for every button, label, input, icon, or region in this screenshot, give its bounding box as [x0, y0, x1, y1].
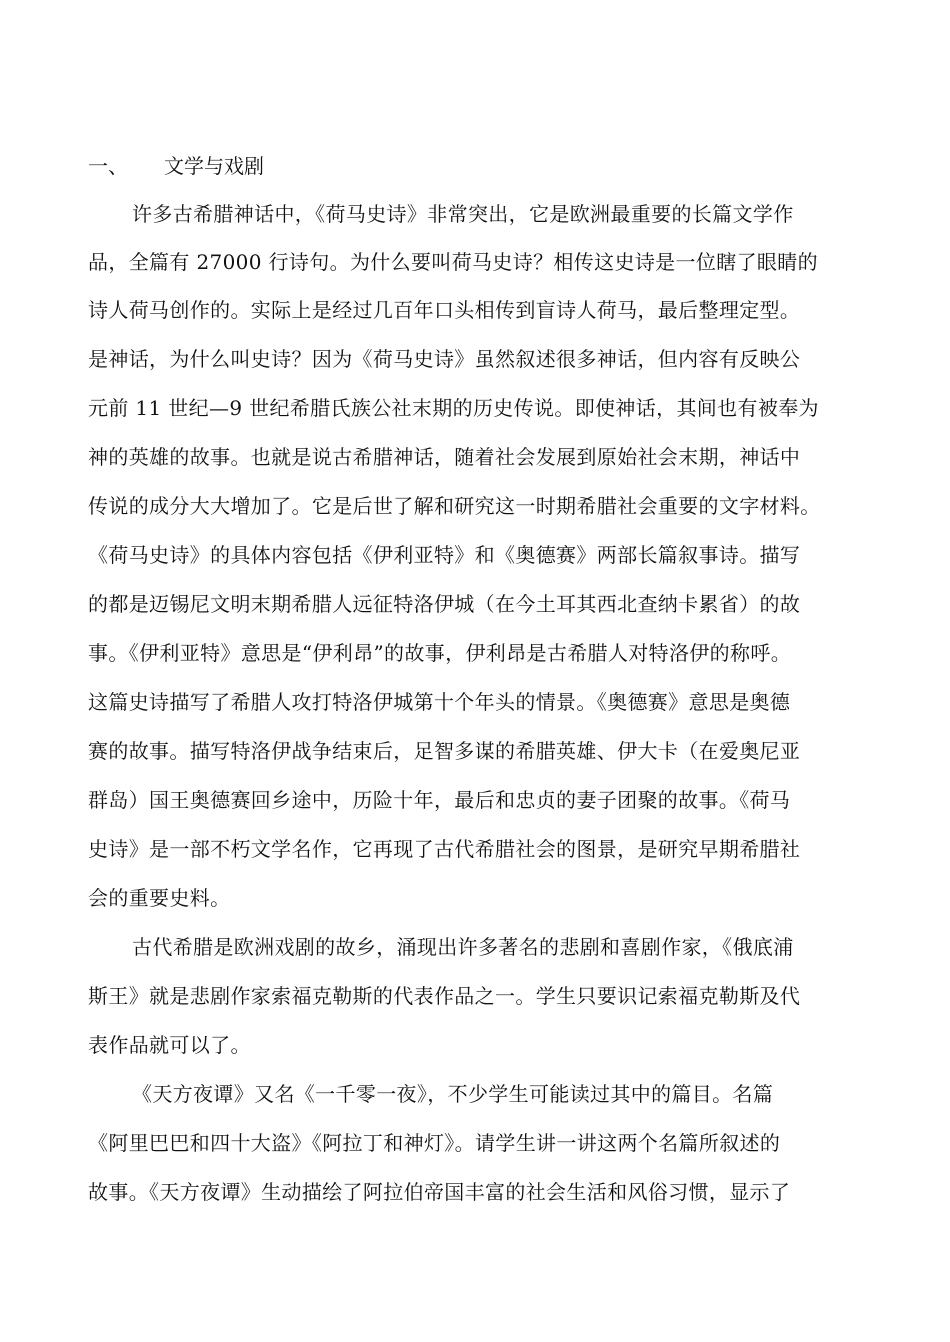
- text-line: 品，全篇有 27000 行诗句。为什么要叫荷马史诗？相传这史诗是一位瞎了眼睛的: [88, 250, 818, 274]
- text-line: 这篇史诗描写了希腊人攻打特洛伊城第十个年头的情景。《奥德赛》意思是奥德: [88, 690, 791, 714]
- text-line: 的都是迈锡尼文明末期希腊人远征特洛伊城（在今土耳其西北查纳卡累省）的故: [88, 592, 801, 616]
- text-line: 诗人荷马创作的。实际上是经过几百年口头相传到盲诗人荷马，最后整理定型。: [88, 298, 801, 322]
- text-line: 赛的故事。描写特洛伊战争结束后，足智多谋的希腊英雄、伊大卡（在爱奥尼亚: [88, 739, 801, 763]
- text-line: 许多古希腊神话中，《荷马史诗》非常突出，它是欧洲最重要的长篇文学作: [132, 202, 794, 226]
- text-line: 《天方夜谭》又名《一千零一夜》，不少学生可能读过其中的篇目。名篇: [132, 1082, 774, 1106]
- text-line: 故事。《天方夜谭》生动描绘了阿拉伯帝国丰富的社会生活和风俗习惯，显示了: [88, 1180, 791, 1204]
- text-line: 神的英雄的故事。也就是说古希腊神话，随着社会发展到原始社会末期，神话中: [88, 445, 801, 469]
- text-line: 《阿里巴巴和四十大盗》《阿拉丁和神灯》。请学生讲一讲这两个名篇所叙述的: [88, 1131, 781, 1155]
- text-line: 会的重要史料。: [88, 886, 231, 910]
- text-line: 古代希腊是欧洲戏剧的故乡，涌现出许多著名的悲剧和喜剧作家，《俄底浦: [132, 935, 794, 959]
- section-title: 文学与戏剧: [164, 154, 264, 178]
- text-line: 传说的成分大大增加了。它是后世了解和研究这一时期希腊社会重要的文字材料。: [88, 494, 821, 518]
- text-line: 元前 11 世纪—9 世纪希腊氏族公社末期的历史传说。即使神话，其间也有被奉为: [88, 396, 819, 420]
- text-line: 是神话，为什么叫史诗？因为《荷马史诗》虽然叙述很多神话，但内容有反映公: [88, 347, 801, 371]
- text-line: 斯王》就是悲剧作家索福克勒斯的代表作品之一。学生只要识记索福克勒斯及代: [88, 984, 801, 1008]
- text-line: 《荷马史诗》的具体内容包括《伊利亚特》和《奥德赛》两部长篇叙事诗。描写: [88, 543, 801, 567]
- text-line: 群岛）国王奥德赛回乡途中，历险十年，最后和忠贞的妻子团聚的故事。《荷马: [88, 788, 791, 812]
- text-line: 事。《伊利亚特》意思是“伊利昂”的故事，伊利昂是古希腊人对特洛伊的称呼。: [88, 641, 792, 665]
- text-line: 表作品就可以了。: [88, 1033, 251, 1057]
- text-line: 史诗》是一部不朽文学名作，它再现了古代希腊社会的图景，是研究早期希腊社: [88, 837, 801, 861]
- section-number: 一、: [88, 154, 128, 178]
- section-heading: [88, 149, 264, 183]
